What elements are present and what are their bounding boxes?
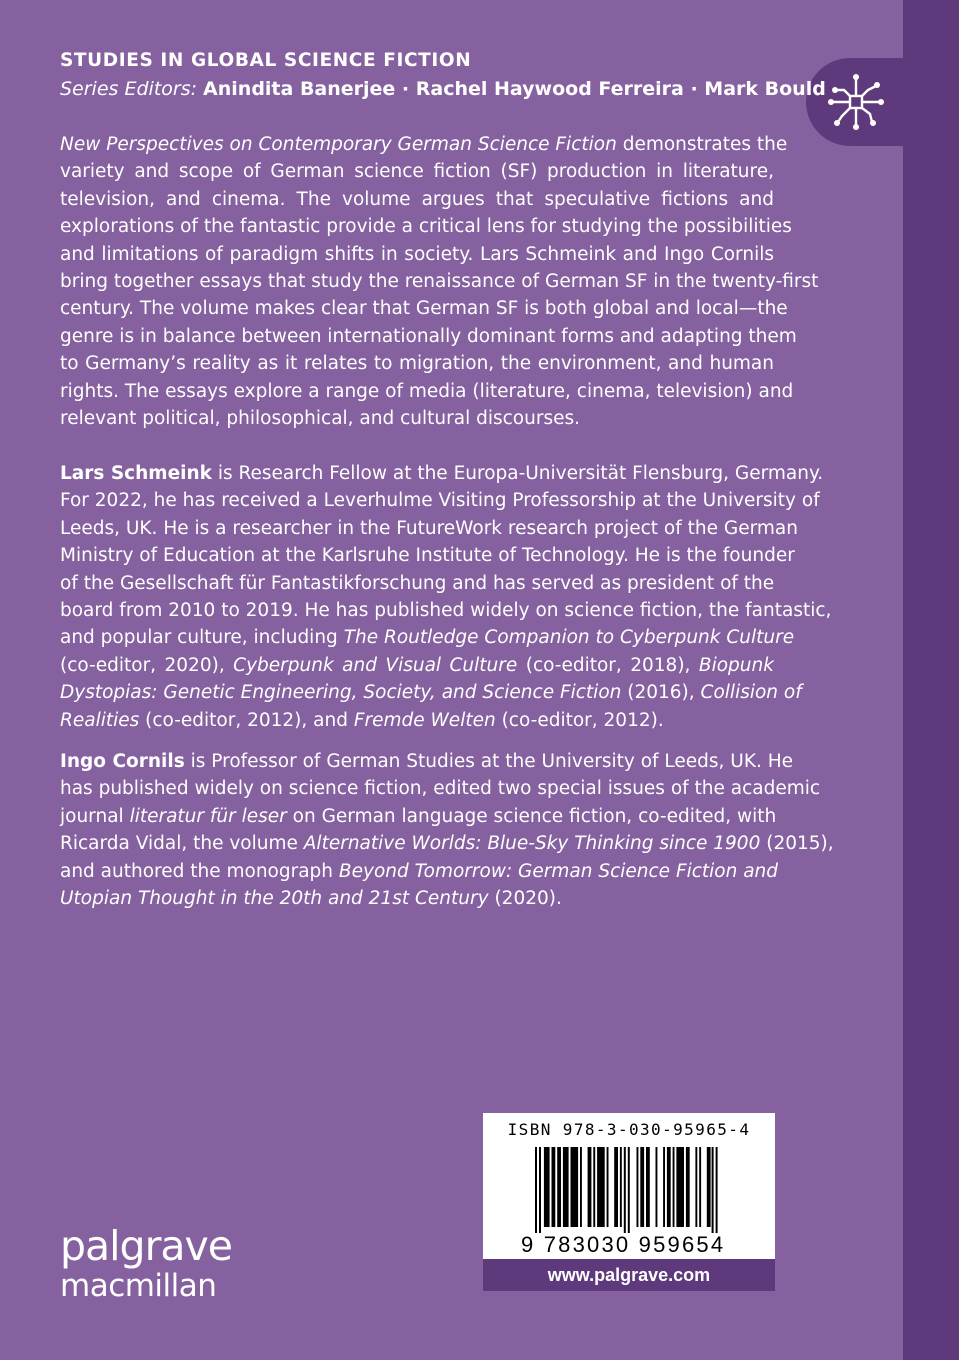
barcode-bar [646, 1147, 650, 1227]
barcode-bar [557, 1147, 561, 1227]
barcode-bar [620, 1147, 622, 1227]
barcode-bar [628, 1147, 630, 1233]
barcode-bar [588, 1147, 592, 1227]
series-title: STUDIES IN GLOBAL SCIENCE FICTION [60, 50, 472, 71]
barcode-bar [656, 1147, 658, 1227]
publisher-logo-line2: macmillan [60, 1268, 217, 1304]
barcode-bar [676, 1147, 684, 1227]
editor-bio-schmeink: Lars Schmeink is Research Fellow at the Europa-Universität Flensburg, Germany. For 2022, he has received a Leverhulme Visiting Professorship at the University of Leeds, UK. He is a researcher in the FutureWork research project of the German Ministry of Education at the Karlsruhe Institute of Technology. He is the founder of the Gesellschaft für Fantastikforschung and has served as president of the board from 2010 to 2019. He has published widely on science fiction, the fantastic, and popular culture, including The Routledge Companion to Cyberpunk Culture (co-editor, 2020), Cyberpunk and Visual Culture (co-editor, 2018), Biopunk Dystopias: Genetic Engineering, Society, and Science Fiction (2016), Collision of Realities (co-editor, 2012), and Fremde Welten (co-editor, 2012). [60, 463, 832, 731]
barcode-bar [699, 1147, 701, 1227]
barcode-bar [544, 1147, 550, 1227]
barcode-bar [607, 1147, 609, 1227]
book-title: New Perspectives on Contemporary German Science Fiction [60, 134, 617, 155]
editor-name: Ingo Cornils [60, 751, 185, 772]
barcode-graphic [521, 1147, 737, 1233]
barcode-bar [686, 1147, 690, 1227]
barcode-bar [597, 1147, 605, 1227]
barcode-bar [563, 1147, 569, 1227]
editor-name: Lars Schmeink [60, 463, 212, 484]
barcode-bar [712, 1147, 714, 1233]
barcode-bar [539, 1147, 541, 1233]
barcode-bar [673, 1147, 675, 1227]
barcode-bar [624, 1147, 626, 1233]
barcode-bar [535, 1147, 537, 1233]
barcode-bar [663, 1147, 665, 1227]
barcode-bar [571, 1147, 579, 1227]
publisher-logo [60, 1222, 233, 1304]
series-editors [60, 78, 826, 100]
barcode-bar [552, 1147, 556, 1227]
barcode-bar [667, 1147, 671, 1227]
barcode-bar [593, 1147, 595, 1227]
barcode-bar [637, 1147, 639, 1227]
spine-color-band [903, 0, 959, 1360]
network-star-icon [822, 70, 890, 134]
barcode-bar [716, 1147, 718, 1233]
barcode-bar [707, 1147, 711, 1227]
book-description: New Perspectives on Contemporary German Science Fiction demonstrates the variety and scope of German science fiction (SF) production in literature, television, and cinema. The volume argues that speculative fictions and explorations of the fantastic provide a critical lens for studying the possibilities and limitations of paradigm shifts in society. Lars Schmeink and Ingo Cornils bring together essays that study the renaissance of German SF in the twenty-first century. The volume makes clear that German SF is both global and local—the genre is in balance between internationally dominant forms and adapting them to Germany’s reality as it relates to migration, the environment, and human rights. The essays explore a range of media (literature, cinema, television) and relevant political, philosophical, and cultural discourses. [60, 134, 819, 430]
isbn-label: ISBN 978-3-030-95965-4 [507, 1120, 751, 1139]
editor-bio-cornils: Ingo Cornils is Professor of German Studies at the University of Leeds, UK. He has published widely on science fiction, edited two special issues of the academic journal literatur für leser on German language science fiction, co-edited, with Ricarda Vidal, the volume Alternative Worlds: Blue-Sky Thinking since 1900 (2015), and authored the monograph Beyond Tomorrow: German Science Fiction and Utopian Thought in the 20th and 21st Century (2020). [60, 751, 834, 910]
barcode-bar [580, 1147, 582, 1227]
publisher-logo-line1: palgrave [60, 1222, 233, 1270]
series-editors-label: Series Editors: [60, 78, 197, 100]
series-logo-badge [806, 58, 903, 146]
isbn-barcode-panel [483, 1113, 775, 1291]
publisher-url: www.palgrave.com [483, 1259, 775, 1291]
series-editors-names: Anindita Banerjee · Rachel Haywood Ferreira · Mark Bould [203, 78, 826, 100]
barcode-bar [695, 1147, 697, 1227]
barcode-digits: 9 783030 959654 [521, 1232, 726, 1257]
barcode-bar [640, 1147, 644, 1227]
barcode-bar [614, 1147, 618, 1227]
